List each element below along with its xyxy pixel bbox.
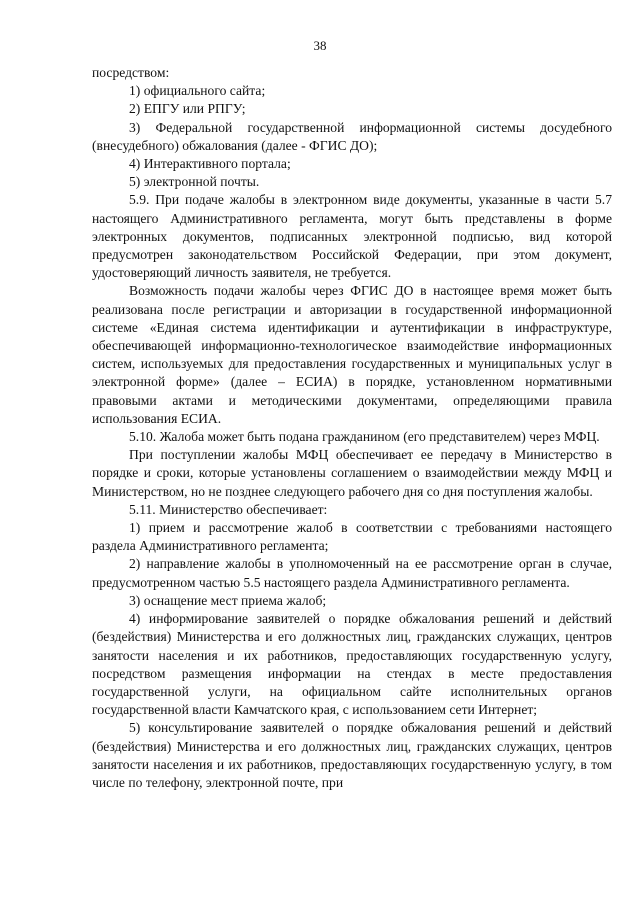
document-body	[92, 64, 612, 792]
paragraph: При поступлении жалобы МФЦ обеспечивает ее передачу в Министерство в порядке и сроки, которые установлены соглашением о взаимодействии между МФЦ и Министерством, но не позднее следующего рабочего дня со дня поступления жалобы.	[92, 447, 612, 499]
paragraph: посредством:	[92, 65, 170, 80]
paragraph: 2) ЕПГУ или РПГУ;	[129, 101, 246, 117]
paragraph: 1) прием и рассмотрение жалоб в соответствии с требованиями настоящего раздела Административного регламента;	[92, 520, 612, 554]
paragraph: 5.9. При подаче жалобы в электронном виде документы, указанные в части 5.7 настоящего Административного регламента, могут быть представлены в форме электронных документов, подписанных электронной подписью, вид которой предусмотрен законодательством Российской Федерации, при этом документ, удостоверяющий личность заявителя, не требуется.	[92, 192, 612, 281]
paragraph: 2) направление жалобы в уполномоченный на ее рассмотрение орган в случае, предусмотренном частью 5.5 настоящего раздела Административного регламента.	[92, 556, 612, 590]
paragraph: 5.10. Жалоба может быть подана гражданином (его представителем) через МФЦ.	[129, 429, 600, 445]
paragraph: 5.11. Министерство обеспечивает:	[129, 501, 328, 517]
paragraph: 5) консультирование заявителей о порядке обжалования решений и действий (бездействия) Министерства и его должностных лиц, гражданских служащих, центров занятости населения и их работников, предоставляющих государственную услугу, в том числе по телефону, электронной почте, при	[92, 720, 612, 790]
paragraph: 3) оснащение мест приема жалоб;	[129, 592, 327, 608]
paragraph: 4) информирование заявителей о порядке обжалования решений и действий (бездействия) Министерства и его должностных лиц, гражданских служащих, центров занятости населения и их работников, предоставляющих государственную услугу, посредством размещения информации на стендах в месте предоставления государственной услуги, на официальном сайте исполнительных органов государственной власти Камчатского края, с использованием сети Интернет;	[92, 611, 612, 718]
page-number: 38	[313, 38, 327, 53]
paragraph: 3) Федеральной государственной информационной системы досудебного (внесудебного) обжалования (далее - ФГИС ДО);	[92, 119, 612, 153]
paragraph: 5) электронной почты.	[129, 174, 260, 190]
paragraph: 4) Интерактивного портала;	[129, 156, 291, 172]
paragraph: 1) официального сайта;	[129, 83, 266, 99]
paragraph: Возможность подачи жалобы через ФГИС ДО в настоящее время может быть реализована после регистрации и авторизации в государственной информационной системе «Единая система идентификации и аутентификации в инфраструктуре, обеспечивающей информационно-технологическое взаимодействие информационных систем, используемых для предоставления государственных и муниципальных услуг в электронной форме» (далее – ЕСИА) в порядке, установленном нормативными правовыми актами и методическими документами, определяющими правила использования ЕСИА.	[92, 283, 612, 426]
